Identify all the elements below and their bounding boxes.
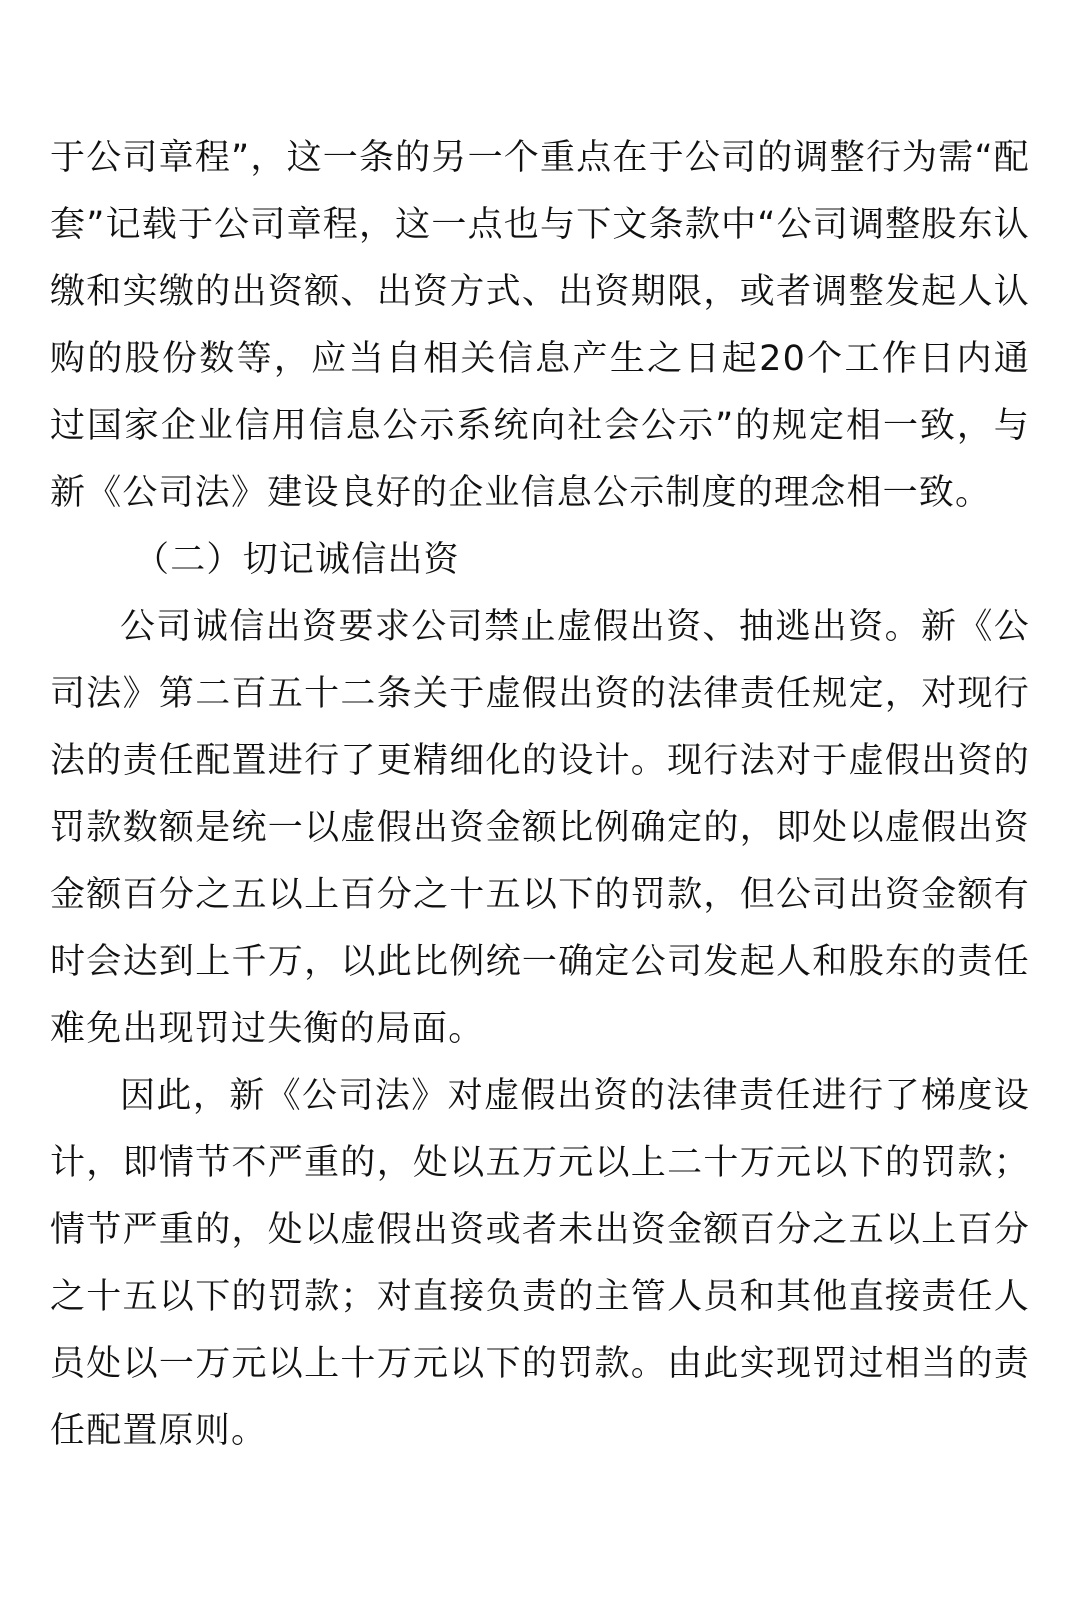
paragraph-body: 公司诚信出资要求公司禁止虚假出资、抽逃出资。新《公司法》第二百五十二条关于虚假出资的法律责任规定，对现行法的责任配置进行了更精细化的设计。现行法对于虚假出资的罚款数额是统一以虚假出资金额比例确定的，即处以虚假出资金额百分之五以上百分之十五以下的罚款，但公司出资金额有时会达到上千万，以此比例统一确定公司发起人和股东的责任难免出现罚过失衡的局面。 [50,607,1030,1049]
paragraph-continuation: 于公司章程”，这一条的另一个重点在于公司的调整行为需“配套”记载于公司章程，这一点也与下文条款中“公司调整股东认缴和实缴的出资额、出资方式、出资期限，或者调整发起人认购的股份数等，应当自相关信息产生之日起20个工作日内通过国家企业信用信息公示系统向社会公示”的规定相一致，与新《公司法》建设良好的企业信息公示制度的理念相一致。 [50,138,1030,513]
section-heading: （二）切记诚信出资 [134,540,460,580]
paragraph-body: 因此，新《公司法》对虚假出资的法律责任进行了梯度设计，即情节不严重的，处以五万元以上二十万元以下的罚款；情节严重的，处以虚假出资或者未出资金额百分之五以上百分之十五以下的罚款；对直接负责的主管人员和其他直接责任人员处以一万元以上十万元以下的罚款。由此实现罚过相当的责任配置原则。 [50,1076,1030,1451]
